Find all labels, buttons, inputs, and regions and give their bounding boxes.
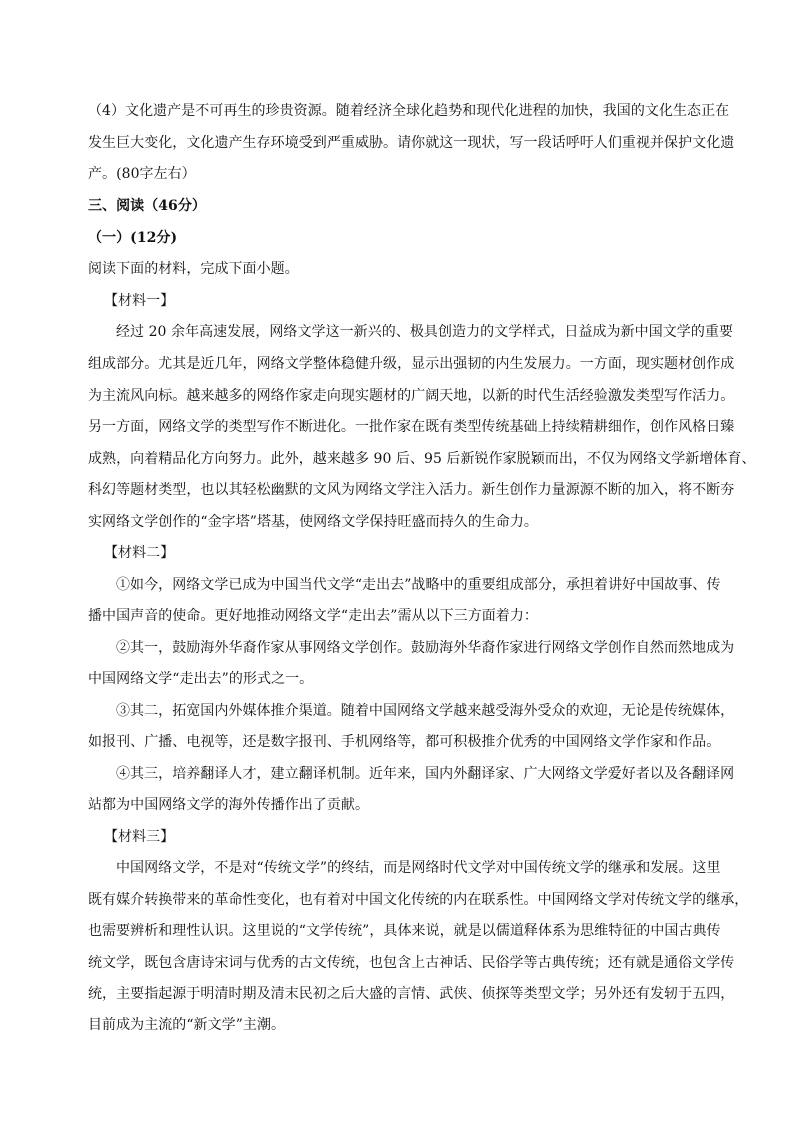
material-1-line-5: 成熟，向着精品化方向努力。此外，越来越多 90 后、95 后新锐作家脱颖而出，不仅为网络文学新增体育、 (88, 451, 756, 467)
material-1-line-2: 组成部分。尤其是近几年，网络文学整体稳健升级，显示出强韧的内生发展力。一方面，现实题材创作成 (88, 356, 735, 372)
question-4-line-1: （4）文化遗产是不可再生的珍贵资源。随着经济全球化趋势和现代化进程的加快，我国的文化生态正在 (88, 103, 730, 119)
material-1-line-4: 另一方面，网络文学的类型写作不断进化。一批作家在既有类型传统基础上持续精耕细作，创作风格日臻 (88, 419, 735, 435)
material-2-heading: 【材料二】 (104, 545, 175, 561)
subsection-heading-1: （一）(12分) (88, 230, 178, 246)
material-2-line-8: 站都为中国网络文学的海外传播作出了贡献。 (88, 797, 369, 813)
section-heading-reading: 三、阅读（46分） (88, 198, 206, 214)
material-2-line-3: ②其一，鼓励海外华裔作家从事网络文学创作。鼓励海外华裔作家进行网络文学创作自然而然地成为 (116, 640, 735, 656)
material-2-line-2: 播中国声音的使命。更好地推动网络文学“走出去”需从以下三方面着力： (88, 608, 538, 624)
material-3-line-4: 统文学，既包含唐诗宋词与优秀的古文传统，也包含上古神话、民俗学等古典传统；还有就是通俗文学传 (88, 955, 735, 971)
material-1-line-6: 科幻等题材类型，也以其轻松幽默的文风为网络文学注入活力。新生创作力量源源不断的加入，将不断夯 (88, 482, 735, 498)
material-3-line-3: 也需要辨析和理性认识。这里说的“文学传统”，具体来说，就是以儒道释体系为思维特征的中国古典传 (88, 923, 721, 939)
question-4-line-3: 产。(80字左右） (88, 166, 196, 182)
instruction-text: 阅读下面的材料，完成下面小题。 (88, 261, 299, 277)
material-3-line-1: 中国网络文学，不是对“传统文学”的终结，而是网络时代文学对中国传统文学的继承和发展。这里 (116, 860, 721, 876)
material-1-line-7: 实网络文学创作的“金字塔”塔基，使网络文学保持旺盛而持久的生命力。 (88, 514, 538, 530)
material-2-line-1: ①如今，网络文学已成为中国当代文学“走出去”战略中的重要组成部分，承担着讲好中国故事、传 (116, 577, 721, 593)
material-3-line-6: 目前成为主流的“新文学”主潮。 (88, 1017, 286, 1033)
material-1-line-3: 为主流风向标。越来越多的网络作家走向现实题材的广阔天地，以新的时代生活经验激发类型写作活力。 (88, 388, 735, 404)
material-1-heading: 【材料一】 (104, 293, 175, 309)
material-2-line-7: ④其三，培养翻译人才，建立翻译机制。近年来，国内外翻译家、广大网络文学爱好者以及各翻译网 (116, 766, 735, 782)
material-3-line-5: 统，主要指起源于明清时期及清末民初之后大盛的言情、武侠、侦探等类型文学；另外还有发轫于五四， (88, 986, 735, 1002)
material-2-line-6: 如报刊、广播、电视等，还是数字报刊、手机网络等，都可积极推介优秀的中国网络文学作家和作品。 (88, 734, 721, 750)
material-2-line-4: 中国网络文学“走出去”的形式之一。 (88, 671, 314, 687)
material-1-line-1: 经过 20 余年高速发展，网络文学这一新兴的、极具创造力的文学样式，日益成为新中国文学的重要 (116, 324, 734, 340)
material-3-heading: 【材料三】 (104, 829, 175, 845)
material-3-line-2: 既有媒介转换带来的革命性变化，也有着对中国文化传统的内在联系性。中国网络文学对传统文学的继承， (88, 892, 749, 908)
material-2-line-5: ③其二，拓宽国内外媒体推介渠道。随着中国网络文学越来越受海外受众的欢迎，无论是传统媒体， (116, 703, 735, 719)
question-4-line-2: 发生巨大变化，文化遗产生存环境受到严重威胁。请你就这一现状，写一段话呼吁人们重视并保护文化遗 (88, 135, 735, 151)
